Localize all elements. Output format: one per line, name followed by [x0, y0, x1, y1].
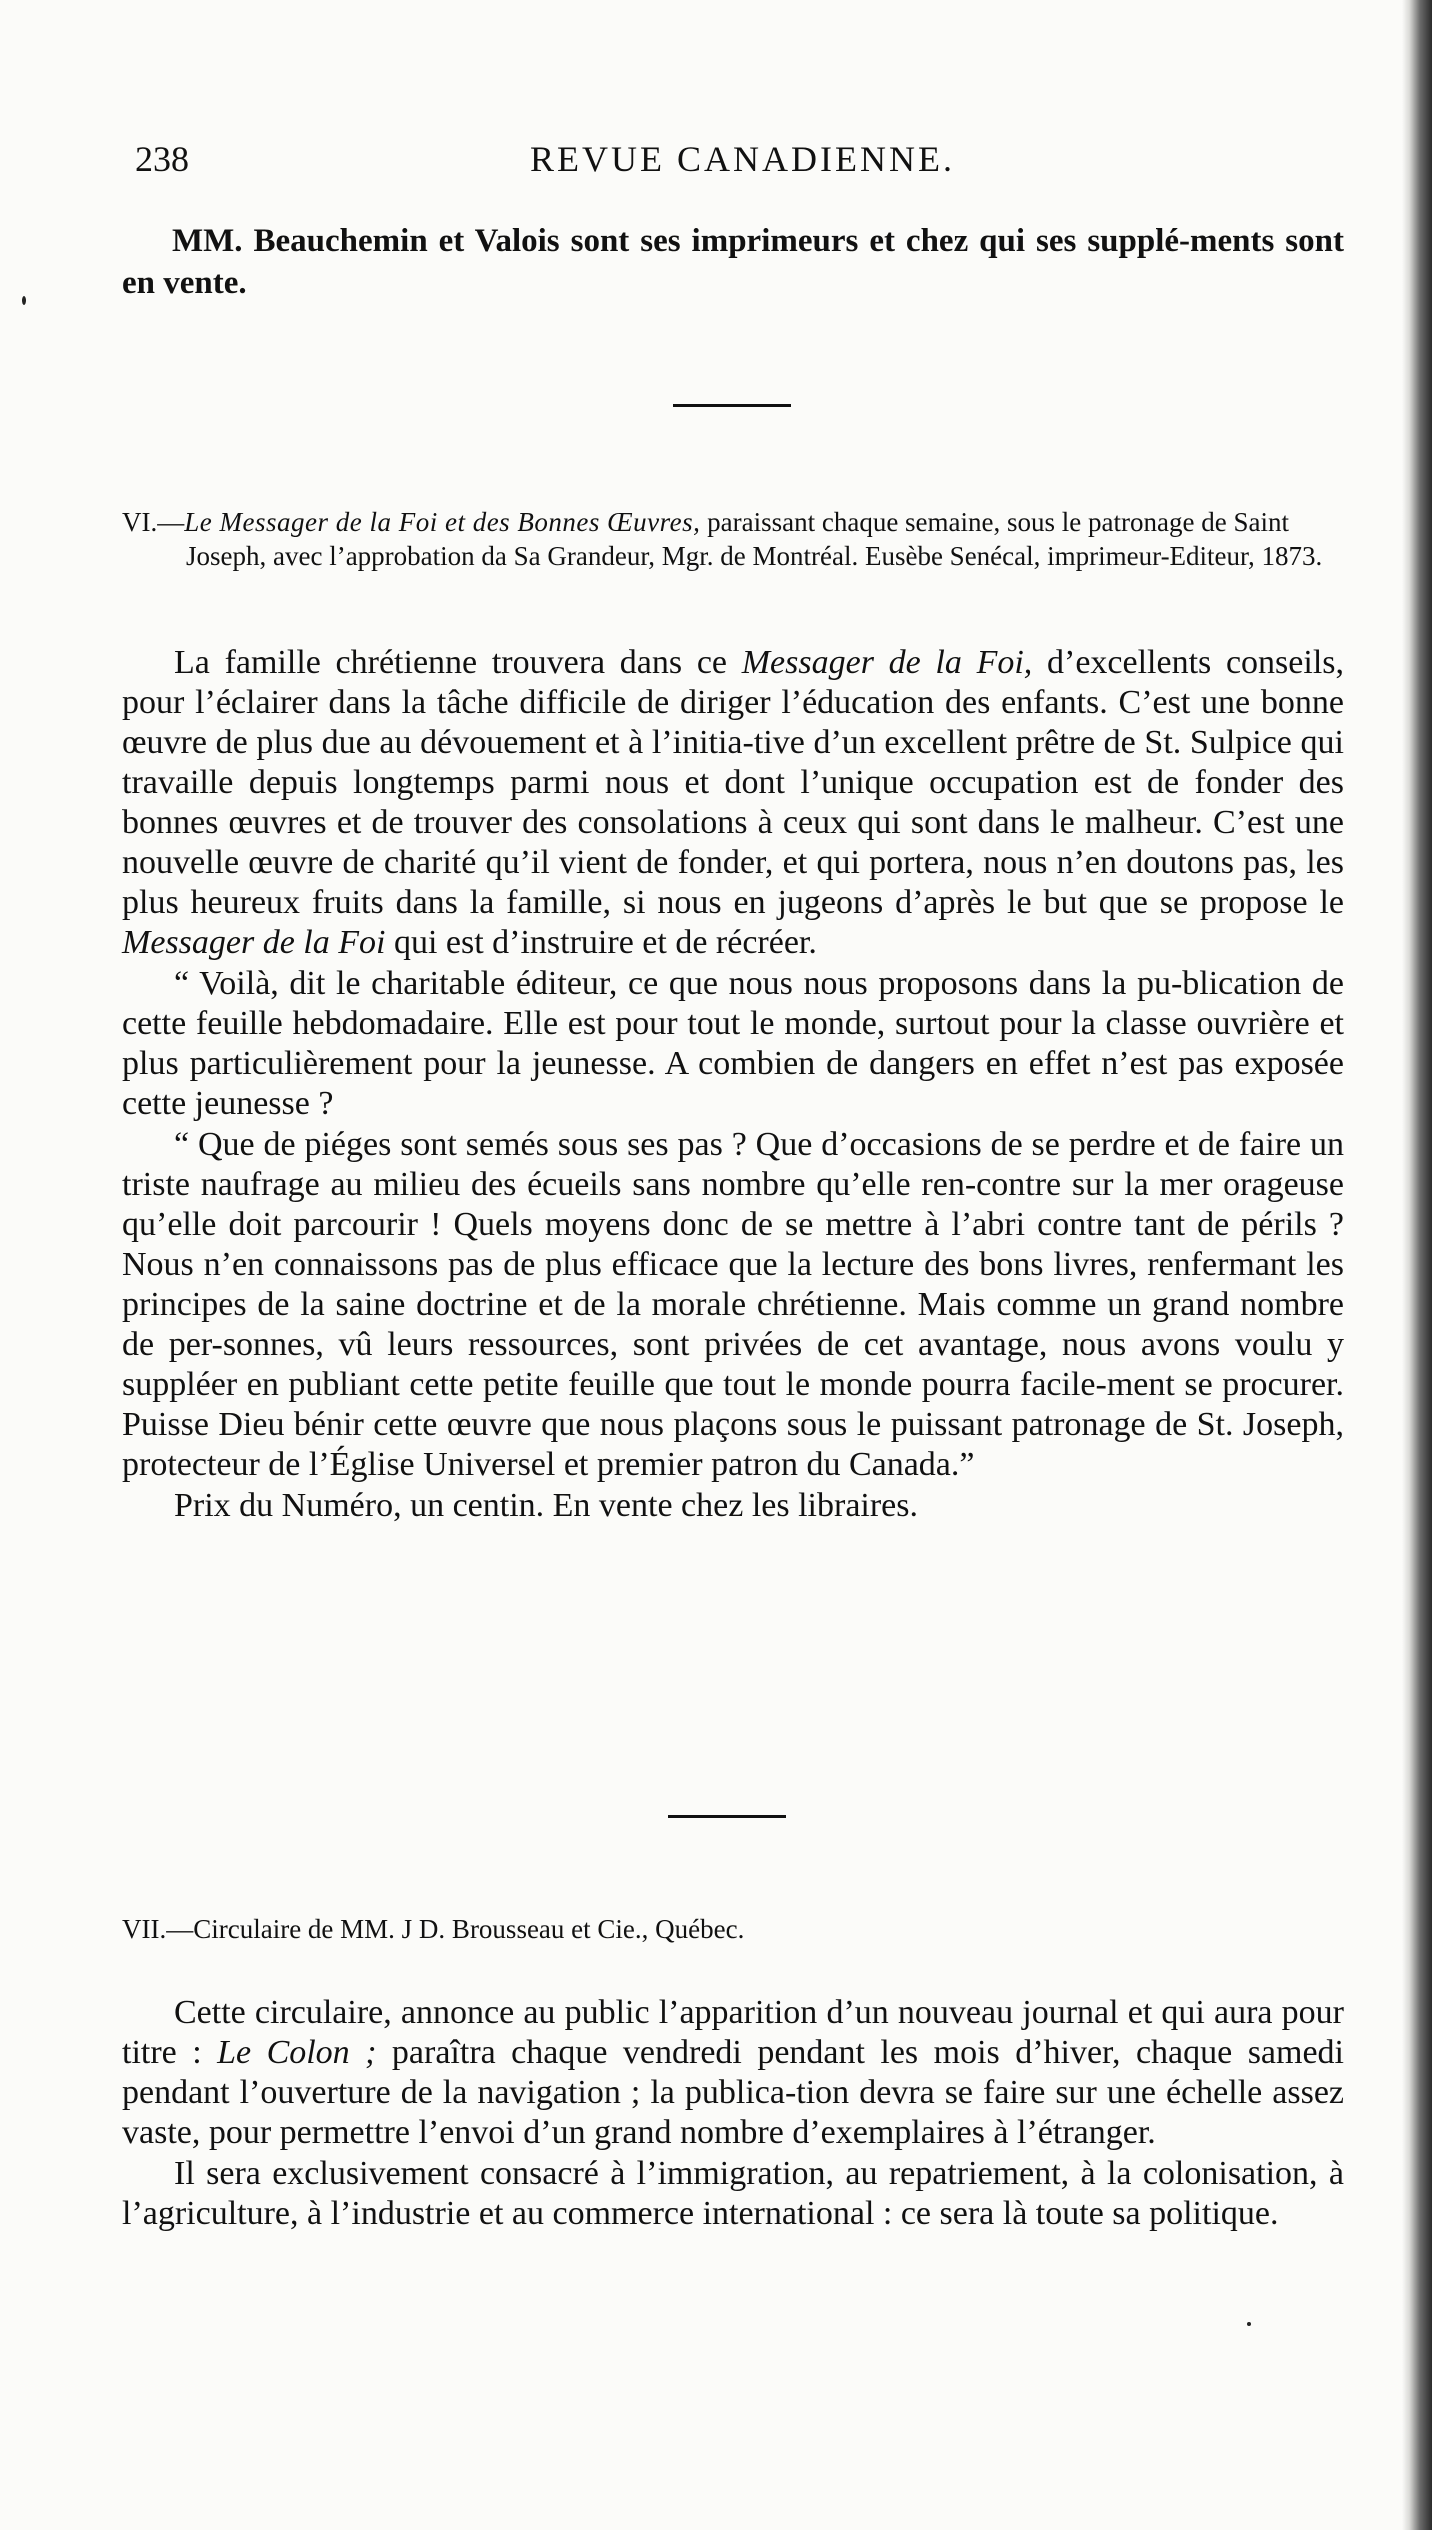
text-run: qui est d’instruire et de récréer.: [385, 924, 817, 961]
section-divider: [668, 1815, 786, 1818]
entry-vii: [122, 1912, 1344, 1946]
entry-vi-publication-details: paraissant chaque semaine, sous le patronage de Saint Joseph, avec l’approbation da Sa Grandeur, Mgr. de Montréal. Eusèbe Senécal, imprimeur-Editeur, 1873.: [186, 507, 1323, 571]
text-run: paraîtra chaque vendredi pendant les mois d’hiver, chaque samedi pendant l’ouverture de la navigation ; la publica-tion devra se faire sur une échelle assez vaste, pour permettre l’envoi d’un grand nombre d’exemplaires à l’étranger.: [122, 2034, 1344, 2151]
entry-vii-paragraph-1: [122, 1993, 1344, 2153]
text-run: d’excellents conseils, pour l’éclairer dans la tâche difficile de diriger l’éducation des enfants. C’est une bonne œuvre de plus due au dévouement et à l’initia-tive d’un excellent prêtre de St. Sulpice qui travaille depuis longtemps parmi nous et dont l’unique occupation est de fonder des bonnes œuvres et de trouver des consolations à ceux qui sont dans le malheur. C’est une nouvelle œuvre de charité qu’il vient de fonder, et qui portera, nous n’en doutons pas, les plus heureux fruits dans la famille, si nous en jugeons d’après le but que se propose le: [122, 644, 1344, 921]
page-binding-edge: [1402, 0, 1432, 2530]
section-divider: [673, 404, 791, 407]
entry-vi-paragraph-3: “ Que de piéges sont semés sous ses pas ? Que d’occasions de se perdre et de faire un triste naufrage au milieu des écueils sans nombre qu’elle ren-contre sur la mer orageuse qu’elle doit parcourir ! Quels moyens donc de se mettre à l’abri contre tant de périls ? Nous n’en connaissons pas de plus efficace que la lecture des bons livres, renfermant les principes de la saine doctrine et de la morale chrétienne. Mais comme un grand nombre de per-sonnes, vû leurs ressources, sont privées de cet avantage, nous avons voulu y suppléer en publiant cette petite feuille que tout le monde pourra facile-ment se procurer. Puisse Dieu bénir cette œuvre que nous plaçons sous le puissant patronage de St. Joseph, protecteur de l’Église Universel et premier patron du Canada.”: [122, 1126, 1344, 1483]
entry-vii-heading: VII.—Circulaire de MM. J D. Brousseau et Cie., Québec.: [122, 1914, 745, 1944]
page-header: [135, 138, 1350, 188]
intro-paragraph: [122, 220, 1344, 304]
entry-vii-paragraph-2: Il sera exclusivement consacré à l’immigration, au repatriement, à la colonisation, à l’agriculture, à l’industrie et au commerce international : ce sera là toute sa politique.: [122, 2155, 1344, 2232]
messager-title: Messager de la Foi: [122, 924, 386, 961]
entry-vi-body: [122, 643, 1344, 1526]
entry-vi: [122, 505, 1344, 573]
entry-vii-body: [122, 1993, 1344, 2234]
entry-vi-paragraph-2: “ Voilà, dit le charitable éditeur, ce que nous nous proposons dans la pu-blication de cette feuille hebdomadaire. Elle est pour tout le monde, surtout pour la classe ouvrière et plus particulièrement pour la jeunesse. A combien de dangers en effet n’est pas exposée cette jeunesse ?: [122, 965, 1344, 1122]
page-number: 238: [135, 139, 189, 179]
ink-speck: [22, 296, 26, 305]
entry-vi-paragraph-1: [122, 643, 1344, 963]
messager-title: Messager de la Foi,: [741, 644, 1033, 681]
entry-vi-title: Le Messager de la Foi et des Bonnes Œuvres,: [184, 507, 701, 537]
running-title: REVUE CANADIENNE.: [530, 139, 955, 179]
le-colon-title: Le Colon ;: [217, 2034, 377, 2071]
entry-vi-paragraph-4: Prix du Numéro, un centin. En vente chez les libraires.: [174, 1487, 918, 1524]
entry-vi-heading: [122, 505, 1344, 573]
text-run: Cette circulaire, annonce au public l’apparition d’un nouveau journal et qui aura pour titre :: [122, 1994, 1344, 2071]
entry-vi-number: VI.—: [122, 507, 185, 537]
ink-speck: [1247, 2322, 1251, 2326]
text-run: La famille chrétienne trouvera dans ce: [174, 644, 742, 681]
intro-text: MM. Beauchemin et Valois sont ses imprimeurs et chez qui ses supplé-ments sont en vente.: [122, 223, 1344, 301]
